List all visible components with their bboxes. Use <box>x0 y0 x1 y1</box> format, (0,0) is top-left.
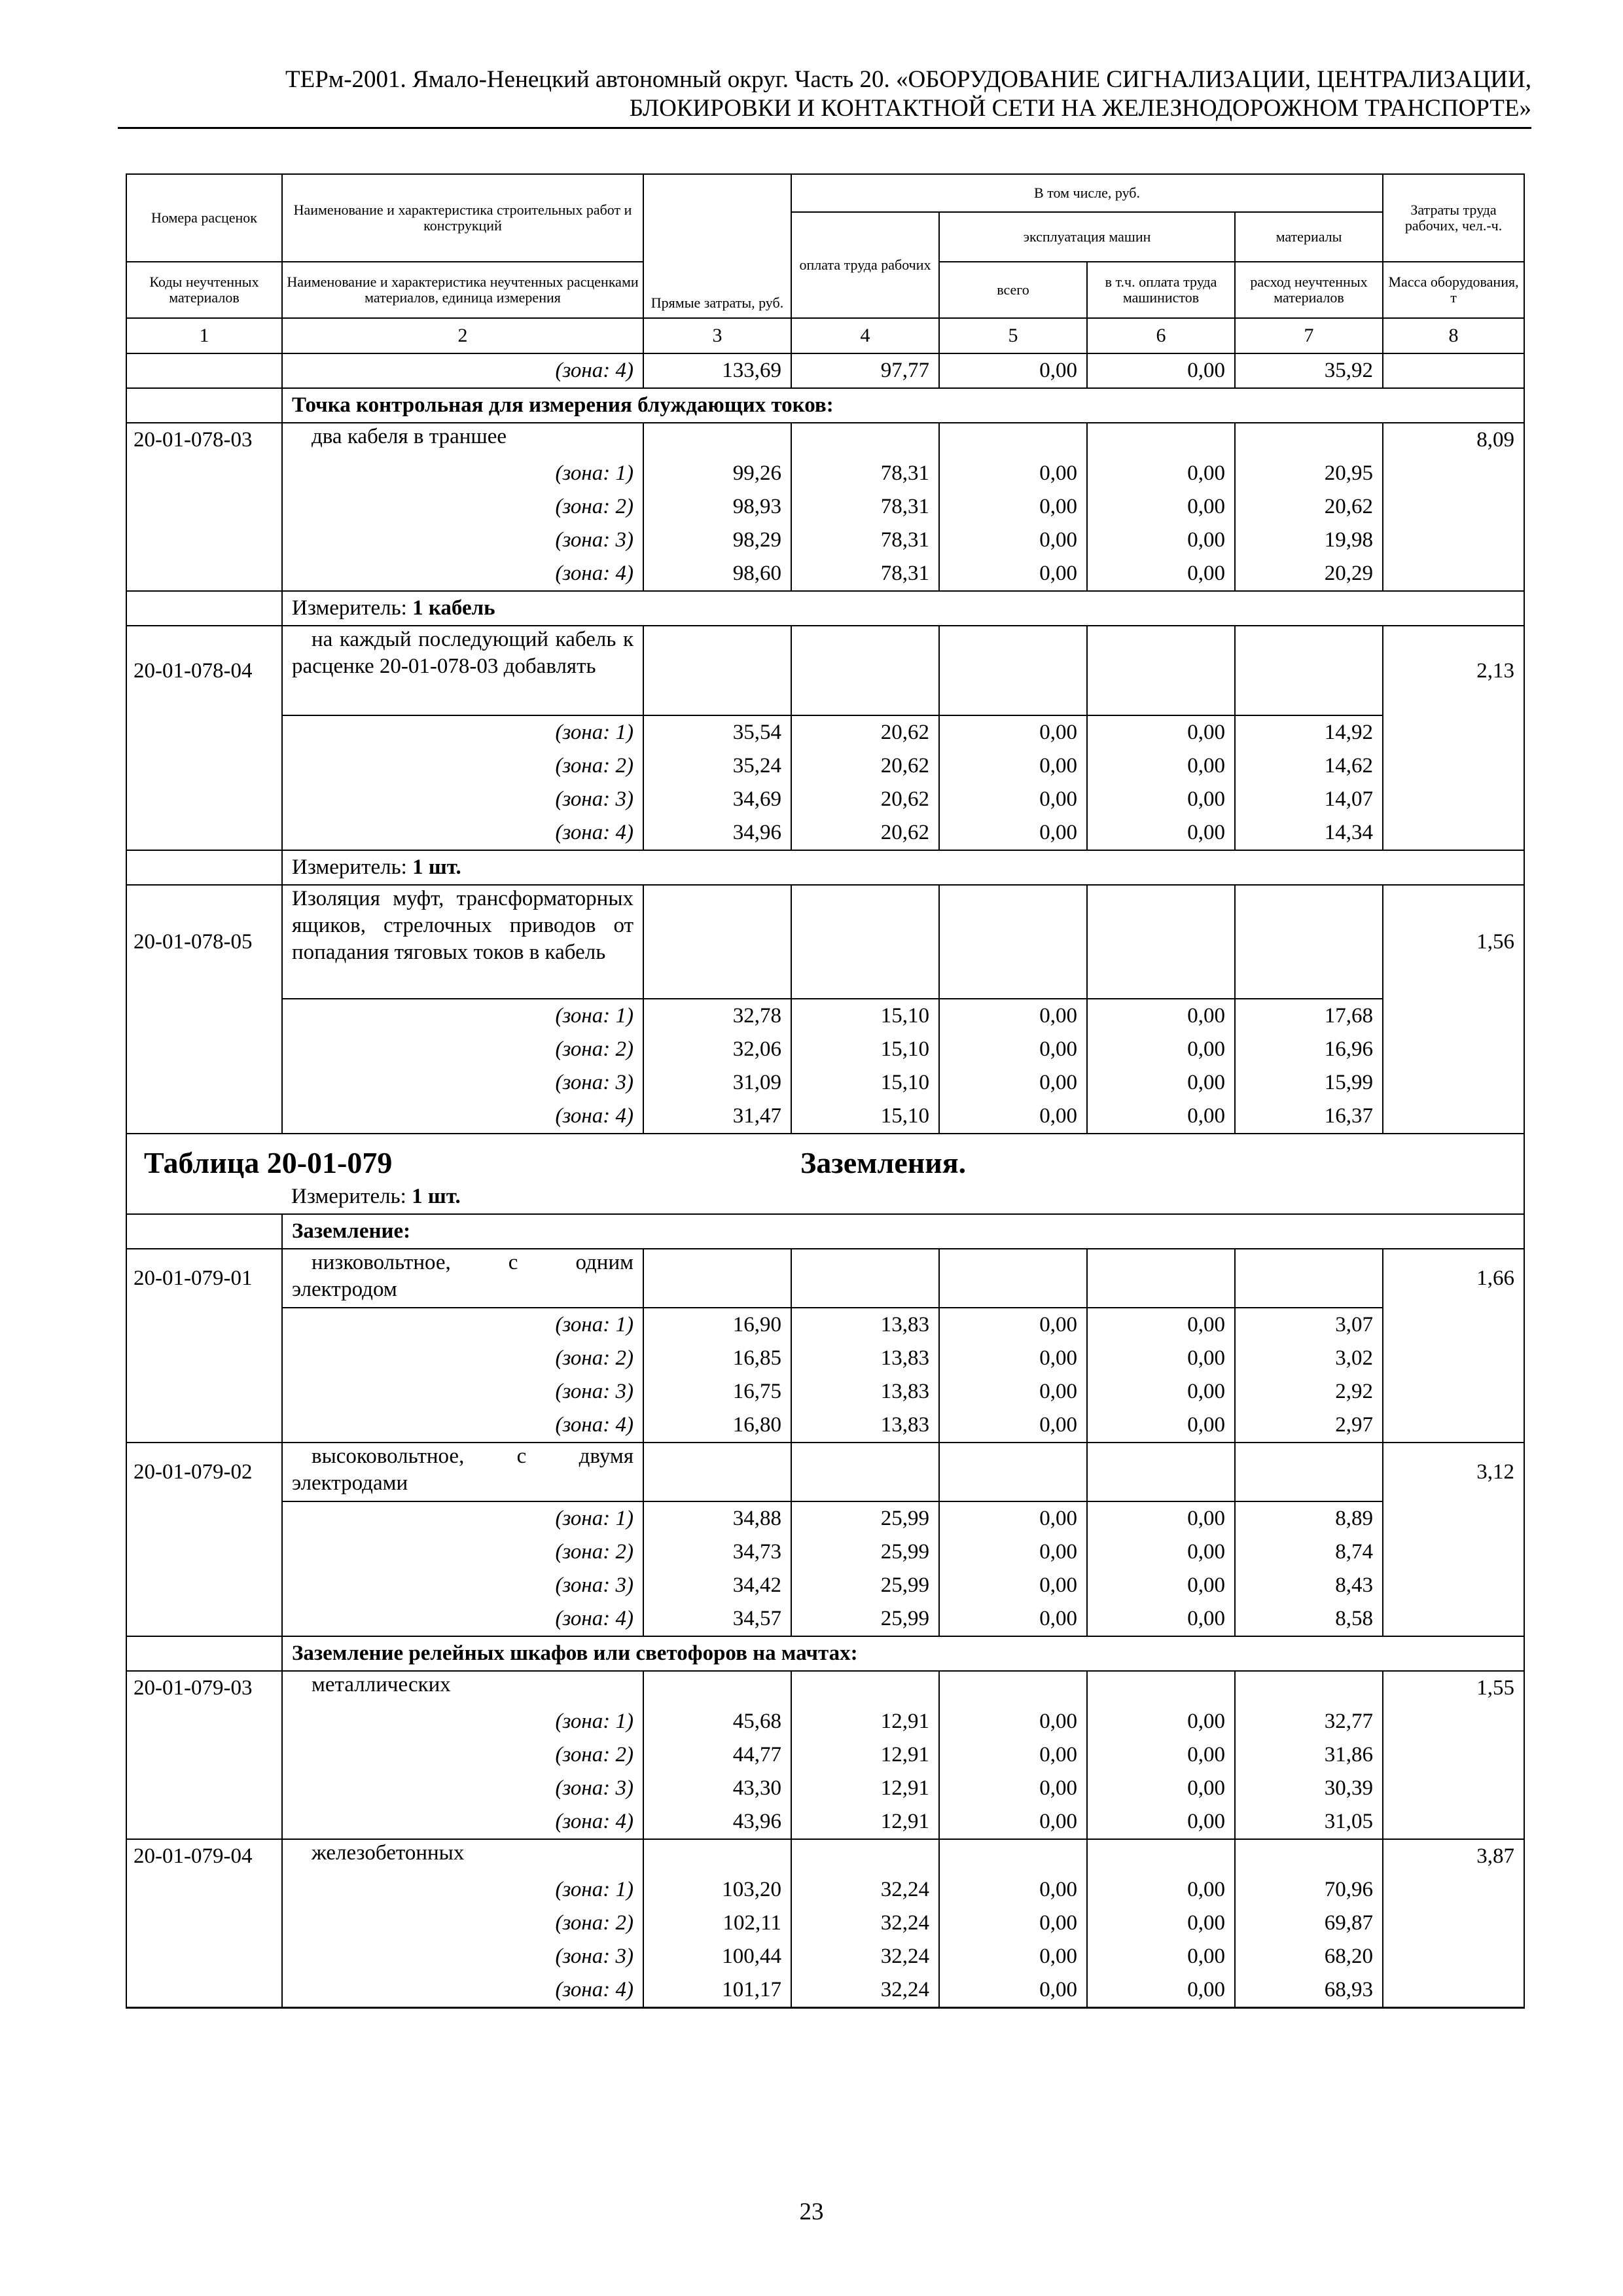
machinist-pay-cell: 0,00 <box>1087 1375 1235 1408</box>
zone-label: (зона: 4) <box>282 816 643 850</box>
measure-row <box>126 591 1524 626</box>
zone-row <box>126 1501 1524 1535</box>
direct-costs-cell: 34,96 <box>643 816 791 850</box>
rate-description: металлических <box>282 1671 643 1705</box>
rate-description: железобетонных <box>282 1839 643 1873</box>
worker-pay-cell: 25,99 <box>791 1535 939 1569</box>
machinist-pay-cell: 0,00 <box>1087 1940 1235 1973</box>
worker-pay-cell: 20,62 <box>791 749 939 783</box>
worker-pay-cell: 32,24 <box>791 1940 939 1973</box>
materials-cell: 8,74 <box>1235 1535 1383 1569</box>
materials-cell: 19,98 <box>1235 524 1383 557</box>
machinist-pay-cell: 0,00 <box>1087 1066 1235 1100</box>
price-table <box>126 173 1525 2009</box>
direct-costs-cell: 32,78 <box>643 999 791 1033</box>
zone-label: (зона: 3) <box>282 524 643 557</box>
worker-pay-cell: 20,62 <box>791 816 939 850</box>
worker-pay-cell: 13,83 <box>791 1408 939 1443</box>
machinist-pay-cell: 0,00 <box>1087 1033 1235 1066</box>
worker-pay-cell: 32,24 <box>791 1907 939 1940</box>
rate-description: два кабеля в траншее <box>282 423 643 457</box>
rate-row <box>126 626 1524 715</box>
materials-cell: 2,97 <box>1235 1408 1383 1443</box>
zone-label: (зона: 2) <box>282 1907 643 1940</box>
col-header-rate-numbers: Номера расценок <box>126 174 282 262</box>
machinist-pay-cell: 0,00 <box>1087 1569 1235 1602</box>
col-header-unaccounted-materials: расход неучтенных материалов <box>1235 262 1383 318</box>
zone-label: (зона: 2) <box>282 1033 643 1066</box>
machines-total-cell: 0,00 <box>939 715 1087 749</box>
section-heading-row <box>126 1636 1524 1671</box>
machinist-pay-cell: 0,00 <box>1087 557 1235 591</box>
zone-label: (зона: 1) <box>282 999 643 1033</box>
zone-row <box>126 1535 1524 1569</box>
zone-label: (зона: 2) <box>282 1535 643 1569</box>
machinist-pay-cell: 0,00 <box>1087 1805 1235 1839</box>
zone-row <box>126 1100 1524 1134</box>
worker-pay-cell: 97,77 <box>791 353 939 388</box>
direct-costs-cell: 35,54 <box>643 715 791 749</box>
column-number: 7 <box>1235 318 1383 353</box>
zone-label: (зона: 4) <box>282 1408 643 1443</box>
machines-total-cell: 0,00 <box>939 783 1087 816</box>
rate-description: на каждый последующий кабель к расценке 20-01-078-03 добавлять <box>282 626 643 715</box>
zone-row <box>126 715 1524 749</box>
header-line-2: БЛОКИРОВКИ И КОНТАКТНОЙ СЕТИ НА ЖЕЛЕЗНОДОРОЖНОМ ТРАНСПОРТЕ» <box>629 95 1531 122</box>
machinist-pay-cell: 0,00 <box>1087 1408 1235 1443</box>
worker-pay-cell: 15,10 <box>791 999 939 1033</box>
worker-pay-cell: 12,91 <box>791 1705 939 1738</box>
machinist-pay-cell: 0,00 <box>1087 1602 1235 1636</box>
direct-costs-cell: 98,29 <box>643 524 791 557</box>
labor-cost-value: 1,55 <box>1383 1671 1524 1705</box>
zone-row <box>126 524 1524 557</box>
materials-cell: 14,92 <box>1235 715 1383 749</box>
col-header-material-names: Наименование и характеристика неучтенных расценками материалов, единица измерения <box>282 262 643 318</box>
col-header-material-codes: Коды неучтенных материалов <box>126 262 282 318</box>
zone-row <box>126 1342 1524 1375</box>
column-number: 3 <box>643 318 791 353</box>
worker-pay-cell: 78,31 <box>791 524 939 557</box>
machines-total-cell: 0,00 <box>939 1408 1087 1443</box>
rate-row <box>126 1249 1524 1308</box>
table-title-row <box>126 1134 1524 1180</box>
zone-label: (зона: 3) <box>282 1569 643 1602</box>
machinist-pay-cell: 0,00 <box>1087 749 1235 783</box>
zone-row <box>126 1907 1524 1940</box>
worker-pay-cell: 32,24 <box>791 1873 939 1907</box>
machines-total-cell: 0,00 <box>939 1066 1087 1100</box>
machines-total-cell: 0,00 <box>939 490 1087 524</box>
header-line-1: ТЕРм-2001. Ямало-Ненецкий автономный округ. Часть 20. «ОБОРУДОВАНИЕ СИГНАЛИЗАЦИИ, ЦЕНТРАЛИЗАЦИИ, <box>285 66 1531 93</box>
machines-total-cell: 0,00 <box>939 1602 1087 1636</box>
zone-label: (зона: 1) <box>282 1873 643 1907</box>
direct-costs-cell: 45,68 <box>643 1705 791 1738</box>
zone-row <box>126 1973 1524 2008</box>
machines-total-cell: 0,00 <box>939 524 1087 557</box>
machines-total-cell: 0,00 <box>939 353 1087 388</box>
col-header-machines-total: всего <box>939 262 1087 318</box>
machines-total-cell: 0,00 <box>939 1342 1087 1375</box>
direct-costs-cell: 34,42 <box>643 1569 791 1602</box>
measure-unit: Измеритель: 1 кабель <box>282 591 1524 626</box>
worker-pay-cell: 78,31 <box>791 457 939 490</box>
col-header-work-name: Наименование и характеристика строительных работ и конструкций <box>282 174 643 262</box>
labor-cost-value: 8,09 <box>1383 423 1524 457</box>
zone-row <box>126 457 1524 490</box>
machinist-pay-cell: 0,00 <box>1087 783 1235 816</box>
materials-cell: 3,02 <box>1235 1342 1383 1375</box>
rate-row <box>126 423 1524 457</box>
machines-total-cell: 0,00 <box>939 1772 1087 1805</box>
materials-cell: 35,92 <box>1235 353 1383 388</box>
zone-label: (зона: 3) <box>282 783 643 816</box>
machines-total-cell: 0,00 <box>939 457 1087 490</box>
rate-code: 20-01-078-03 <box>126 423 282 457</box>
col-header-machines: эксплуатация машин <box>939 212 1235 262</box>
worker-pay-cell: 12,91 <box>791 1805 939 1839</box>
section-heading: Заземление релейных шкафов или светофоров на мачтах: <box>282 1636 1524 1671</box>
zone-label: (зона: 1) <box>282 1308 643 1342</box>
worker-pay-cell: 13,83 <box>791 1308 939 1342</box>
zone-row <box>126 557 1524 591</box>
measure-row <box>126 850 1524 885</box>
worker-pay-cell: 25,99 <box>791 1569 939 1602</box>
materials-cell: 68,93 <box>1235 1973 1383 2008</box>
zone-row <box>126 999 1524 1033</box>
machines-total-cell: 0,00 <box>939 1907 1087 1940</box>
zone-row <box>126 1873 1524 1907</box>
materials-cell: 2,92 <box>1235 1375 1383 1408</box>
col-header-materials: материалы <box>1235 212 1383 262</box>
column-number: 4 <box>791 318 939 353</box>
worker-pay-cell: 13,83 <box>791 1342 939 1375</box>
zone-label: (зона: 1) <box>282 1501 643 1535</box>
zone-label: (зона: 3) <box>282 1772 643 1805</box>
direct-costs-cell: 133,69 <box>643 353 791 388</box>
col-header-direct-costs: Прямые затраты, руб. <box>643 174 791 318</box>
rate-row <box>126 1443 1524 1501</box>
labor-cost-value: 2,13 <box>1383 626 1524 715</box>
zone-row <box>126 783 1524 816</box>
machines-total-cell: 0,00 <box>939 1940 1087 1973</box>
table-row <box>126 353 1524 388</box>
rate-code: 20-01-078-05 <box>126 885 282 999</box>
machinist-pay-cell: 0,00 <box>1087 1100 1235 1134</box>
materials-cell: 31,05 <box>1235 1805 1383 1839</box>
rate-description: низковольтное, с одним электродом <box>282 1249 643 1308</box>
column-number: 1 <box>126 318 282 353</box>
direct-costs-cell: 34,57 <box>643 1602 791 1636</box>
table-header <box>126 174 1524 353</box>
zone-row <box>126 1805 1524 1839</box>
materials-cell: 30,39 <box>1235 1772 1383 1805</box>
machines-total-cell: 0,00 <box>939 816 1087 850</box>
section-heading: Заземление: <box>282 1214 1524 1249</box>
materials-cell: 14,34 <box>1235 816 1383 850</box>
col-header-group-including: В том числе, руб. <box>791 174 1383 212</box>
direct-costs-cell: 103,20 <box>643 1873 791 1907</box>
worker-pay-cell: 25,99 <box>791 1602 939 1636</box>
measure-row <box>126 1180 1524 1214</box>
direct-costs-cell: 98,60 <box>643 557 791 591</box>
materials-cell: 32,77 <box>1235 1705 1383 1738</box>
zone-label: (зона: 4) <box>282 557 643 591</box>
rate-code: 20-01-079-01 <box>126 1249 282 1308</box>
zone-label: (зона: 1) <box>282 1705 643 1738</box>
direct-costs-cell: 102,11 <box>643 1907 791 1940</box>
zone-label: (зона: 4) <box>282 1602 643 1636</box>
machines-total-cell: 0,00 <box>939 1705 1087 1738</box>
rate-description: высоковольтное, с двумя электродами <box>282 1443 643 1501</box>
materials-cell: 3,07 <box>1235 1308 1383 1342</box>
zone-label: (зона: 4) <box>282 1805 643 1839</box>
machines-total-cell: 0,00 <box>939 1501 1087 1535</box>
materials-cell: 15,99 <box>1235 1066 1383 1100</box>
machinist-pay-cell: 0,00 <box>1087 1907 1235 1940</box>
rate-description: Изоляция муфт, трансформаторных ящиков, стрелочных приводов от попадания тяговых токов в кабель <box>282 885 643 999</box>
rate-row <box>126 1839 1524 1873</box>
materials-cell: 20,62 <box>1235 490 1383 524</box>
machinist-pay-cell: 0,00 <box>1087 1501 1235 1535</box>
col-header-machinist-pay: в т.ч. оплата труда машинистов <box>1087 262 1235 318</box>
machines-total-cell: 0,00 <box>939 1375 1087 1408</box>
worker-pay-cell: 32,24 <box>791 1973 939 2008</box>
rate-code: 20-01-078-04 <box>126 626 282 715</box>
direct-costs-cell: 16,75 <box>643 1375 791 1408</box>
machines-total-cell: 0,00 <box>939 1100 1087 1134</box>
column-numbers-row <box>126 318 1524 353</box>
materials-cell: 68,20 <box>1235 1940 1383 1973</box>
worker-pay-cell: 12,91 <box>791 1772 939 1805</box>
zone-label: (зона: 2) <box>282 1342 643 1375</box>
labor-cost-value: 1,66 <box>1383 1249 1524 1308</box>
direct-costs-cell: 16,80 <box>643 1408 791 1443</box>
machines-total-cell: 0,00 <box>939 1973 1087 2008</box>
labor-cost-value: 3,12 <box>1383 1443 1524 1501</box>
column-number: 6 <box>1087 318 1235 353</box>
column-number: 8 <box>1383 318 1524 353</box>
worker-pay-cell: 20,62 <box>791 715 939 749</box>
table-name: Заземления. <box>791 1134 1524 1180</box>
section-heading-row <box>126 388 1524 423</box>
section-heading: Точка контрольная для измерения блуждающих токов: <box>282 388 1524 423</box>
zone-label: (зона: 3) <box>282 1940 643 1973</box>
zone-row <box>126 1033 1524 1066</box>
section-heading-row <box>126 1214 1524 1249</box>
machinist-pay-cell: 0,00 <box>1087 524 1235 557</box>
materials-cell: 8,58 <box>1235 1602 1383 1636</box>
direct-costs-cell: 100,44 <box>643 1940 791 1973</box>
machines-total-cell: 0,00 <box>939 1535 1087 1569</box>
rate-row <box>126 885 1524 999</box>
labor-cost-value: 3,87 <box>1383 1839 1524 1873</box>
machines-total-cell: 0,00 <box>939 1873 1087 1907</box>
rate-code: 20-01-079-03 <box>126 1671 282 1705</box>
zone-row <box>126 1738 1524 1772</box>
running-header <box>118 65 1531 128</box>
direct-costs-cell: 16,85 <box>643 1342 791 1375</box>
zone-label: (зона: 3) <box>282 1375 643 1408</box>
materials-cell: 69,87 <box>1235 1907 1383 1940</box>
machines-total-cell: 0,00 <box>939 1308 1087 1342</box>
materials-cell: 70,96 <box>1235 1873 1383 1907</box>
column-number: 2 <box>282 318 643 353</box>
worker-pay-cell: 15,10 <box>791 1033 939 1066</box>
zone-label: (зона: 1) <box>282 457 643 490</box>
direct-costs-cell: 16,90 <box>643 1308 791 1342</box>
materials-cell: 14,07 <box>1235 783 1383 816</box>
direct-costs-cell: 99,26 <box>643 457 791 490</box>
zone-row <box>126 1705 1524 1738</box>
measure-unit: Измеритель: 1 шт. <box>282 1180 1524 1214</box>
zone-label: (зона: 3) <box>282 1066 643 1100</box>
direct-costs-cell: 31,47 <box>643 1100 791 1134</box>
machinist-pay-cell: 0,00 <box>1087 353 1235 388</box>
labor-cost-value: 1,56 <box>1383 885 1524 999</box>
machines-total-cell: 0,00 <box>939 1569 1087 1602</box>
rate-code: 20-01-079-02 <box>126 1443 282 1501</box>
direct-costs-cell: 43,30 <box>643 1772 791 1805</box>
zone-row <box>126 749 1524 783</box>
zone-label: (зона: 2) <box>282 749 643 783</box>
zone-row <box>126 1375 1524 1408</box>
materials-cell: 16,96 <box>1235 1033 1383 1066</box>
materials-cell: 20,95 <box>1235 457 1383 490</box>
worker-pay-cell: 13,83 <box>791 1375 939 1408</box>
direct-costs-cell: 98,93 <box>643 490 791 524</box>
zone-row <box>126 1772 1524 1805</box>
worker-pay-cell: 15,10 <box>791 1100 939 1134</box>
worker-pay-cell: 78,31 <box>791 557 939 591</box>
machines-total-cell: 0,00 <box>939 1033 1087 1066</box>
machines-total-cell: 0,00 <box>939 749 1087 783</box>
machines-total-cell: 0,00 <box>939 1738 1087 1772</box>
machines-total-cell: 0,00 <box>939 1805 1087 1839</box>
page-number: 23 <box>799 2198 824 2225</box>
zone-row <box>126 1940 1524 1973</box>
machinist-pay-cell: 0,00 <box>1087 816 1235 850</box>
worker-pay-cell: 15,10 <box>791 1066 939 1100</box>
machinist-pay-cell: 0,00 <box>1087 1973 1235 2008</box>
zone-label: (зона: 4) <box>282 1973 643 2008</box>
zone-label: (зона: 2) <box>282 1738 643 1772</box>
materials-cell: 14,62 <box>1235 749 1383 783</box>
zone-row <box>126 1408 1524 1443</box>
machines-total-cell: 0,00 <box>939 557 1087 591</box>
machinist-pay-cell: 0,00 <box>1087 457 1235 490</box>
zone-row <box>126 1569 1524 1602</box>
worker-pay-cell: 25,99 <box>791 1501 939 1535</box>
direct-costs-cell: 31,09 <box>643 1066 791 1100</box>
machinist-pay-cell: 0,00 <box>1087 1535 1235 1569</box>
column-number: 5 <box>939 318 1087 353</box>
zone-label: (зона: 4) <box>282 353 643 388</box>
header-divider <box>118 127 1531 129</box>
col-header-labor-costs: Затраты труда рабочих, чел.-ч. <box>1383 174 1524 262</box>
zone-row <box>126 1066 1524 1100</box>
machines-total-cell: 0,00 <box>939 999 1087 1033</box>
materials-cell: 17,68 <box>1235 999 1383 1033</box>
worker-pay-cell: 12,91 <box>791 1738 939 1772</box>
zone-row <box>126 1602 1524 1636</box>
rate-row <box>126 1671 1524 1705</box>
machinist-pay-cell: 0,00 <box>1087 1705 1235 1738</box>
direct-costs-cell: 34,88 <box>643 1501 791 1535</box>
materials-cell: 8,43 <box>1235 1569 1383 1602</box>
rate-code: 20-01-079-04 <box>126 1839 282 1873</box>
worker-pay-cell: 78,31 <box>791 490 939 524</box>
direct-costs-cell: 101,17 <box>643 1973 791 2008</box>
materials-cell: 16,37 <box>1235 1100 1383 1134</box>
machinist-pay-cell: 0,00 <box>1087 1873 1235 1907</box>
materials-cell: 8,89 <box>1235 1501 1383 1535</box>
direct-costs-cell: 44,77 <box>643 1738 791 1772</box>
machinist-pay-cell: 0,00 <box>1087 1308 1235 1342</box>
direct-costs-cell: 32,06 <box>643 1033 791 1066</box>
direct-costs-cell: 35,24 <box>643 749 791 783</box>
zone-label: (зона: 1) <box>282 715 643 749</box>
col-header-equipment-mass: Масса оборудования, т <box>1383 262 1524 318</box>
materials-cell: 31,86 <box>1235 1738 1383 1772</box>
materials-cell: 20,29 <box>1235 557 1383 591</box>
col-header-worker-pay: оплата труда рабочих <box>791 212 939 318</box>
machinist-pay-cell: 0,00 <box>1087 1772 1235 1805</box>
zone-row <box>126 816 1524 850</box>
zone-row <box>126 490 1524 524</box>
zone-label: (зона: 4) <box>282 1100 643 1134</box>
machinist-pay-cell: 0,00 <box>1087 1342 1235 1375</box>
worker-pay-cell: 20,62 <box>791 783 939 816</box>
table-number: Таблица 20-01-079 <box>126 1134 791 1180</box>
machinist-pay-cell: 0,00 <box>1087 999 1235 1033</box>
direct-costs-cell: 34,73 <box>643 1535 791 1569</box>
direct-costs-cell: 43,96 <box>643 1805 791 1839</box>
zone-row <box>126 1308 1524 1342</box>
machinist-pay-cell: 0,00 <box>1087 715 1235 749</box>
direct-costs-cell: 34,69 <box>643 783 791 816</box>
measure-unit: Измеритель: 1 шт. <box>282 850 1524 885</box>
machinist-pay-cell: 0,00 <box>1087 1738 1235 1772</box>
zone-label: (зона: 2) <box>282 490 643 524</box>
machinist-pay-cell: 0,00 <box>1087 490 1235 524</box>
